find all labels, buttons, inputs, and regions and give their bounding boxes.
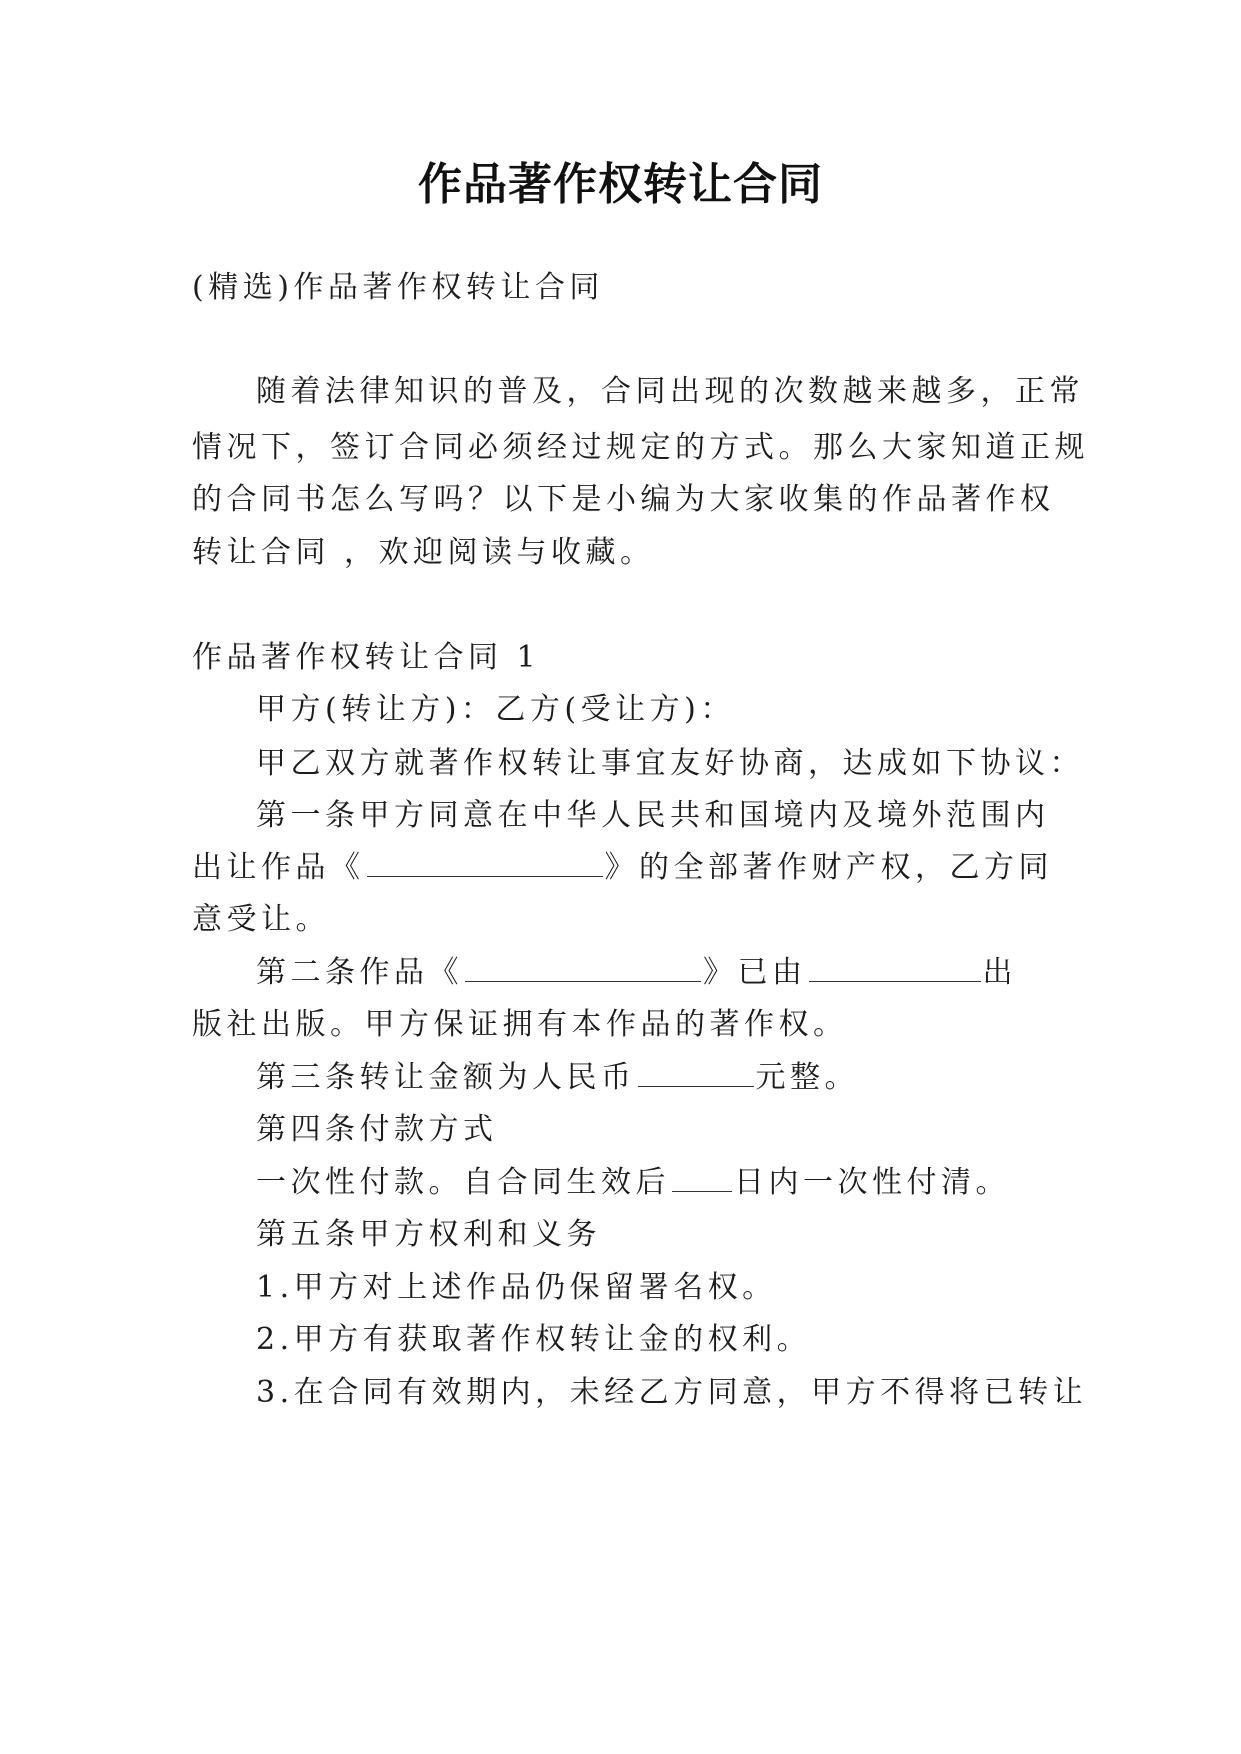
article1-text-a: 出让作品《 xyxy=(192,850,365,885)
article5-item-1: 1.甲方对上述作品仍保留署名权。 xyxy=(256,1270,777,1305)
article1-text-b: 》的全部著作财产权，乙方同 xyxy=(604,850,1053,885)
article1-line-1: 第一条甲方同意在中华人民共和国境内及境外范围内 xyxy=(256,798,1050,833)
article5-item-2: 2.甲方有获取著作权转让金的权利。 xyxy=(256,1322,812,1357)
article1-line-2 xyxy=(192,842,1053,886)
agreement-line: 甲乙双方就著作权转让事宜友好协商，达成如下协议： xyxy=(256,746,1084,781)
article3-text-a: 第三条转让金额为人民币 xyxy=(256,1060,636,1095)
intro-line-4: 转让合同 ，欢迎阅读与收藏。 xyxy=(192,535,655,570)
article4-text xyxy=(256,1157,1010,1201)
article5-item-3: 3.在合同有效期内，未经乙方同意，甲方不得将已转让 xyxy=(256,1375,1088,1410)
article2-line-1 xyxy=(256,947,1017,991)
work-title-blank-2 xyxy=(465,955,701,982)
days-blank xyxy=(672,1165,732,1192)
work-title-blank xyxy=(367,850,603,877)
article4-heading: 第四条付款方式 xyxy=(256,1112,498,1147)
intro-line-1: 随着法律知识的普及，合同出现的次数越来越多，正常 xyxy=(256,374,1084,409)
article4-text-a: 一次性付款。自合同生效后 xyxy=(256,1165,670,1200)
intro-line-3: 的合同书怎么写吗？以下是小编为大家收集的作品著作权 xyxy=(192,482,1055,517)
article2-text-c: 出 xyxy=(982,955,1017,990)
parties-line: 甲方(转让方)：乙方(受让方)： xyxy=(256,692,735,727)
amount-blank xyxy=(638,1060,754,1087)
article3-line xyxy=(256,1052,859,1096)
article3-text-b: 元整。 xyxy=(755,1060,859,1095)
document-title: 作品著作权转让合同 xyxy=(418,159,823,210)
article2-text-a: 第二条作品《 xyxy=(256,955,463,990)
article2-text-b: 》已由 xyxy=(703,955,807,990)
document-subtitle: (精选)作品著作权转让合同 xyxy=(192,270,604,305)
intro-line-2: 情况下，签订合同必须经过规定的方式。那么大家知道正规 xyxy=(192,430,1089,465)
article4-text-b: 日内一次性付清。 xyxy=(734,1165,1010,1200)
section-heading: 作品著作权转让合同 1 xyxy=(192,640,541,675)
article2-line-2: 版社出版。甲方保证拥有本作品的著作权。 xyxy=(192,1007,848,1042)
article5-heading: 第五条甲方权利和义务 xyxy=(256,1217,601,1252)
publisher-blank xyxy=(809,955,981,982)
article1-line-3: 意受让。 xyxy=(192,902,330,937)
